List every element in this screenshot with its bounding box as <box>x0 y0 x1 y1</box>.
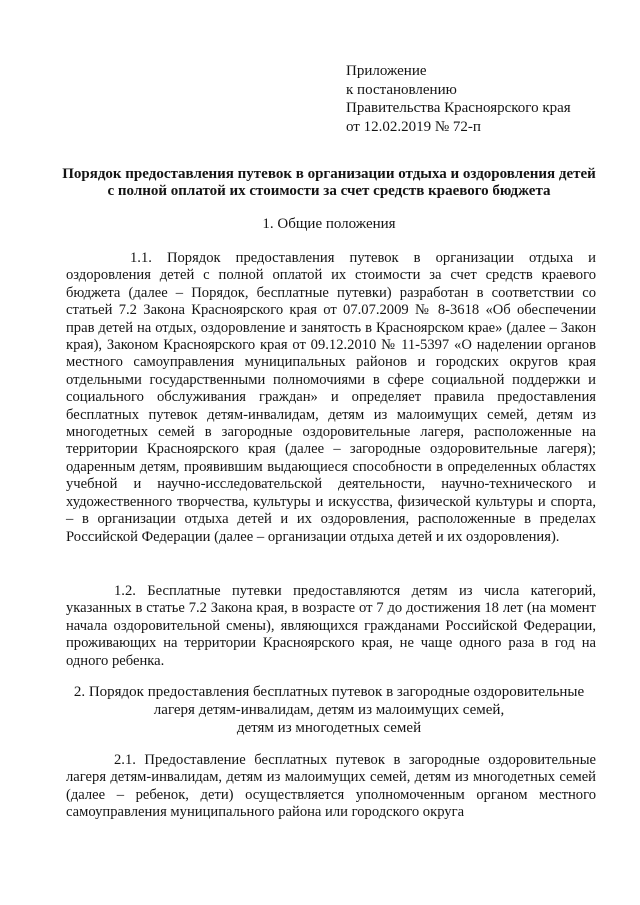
section-2-heading <box>62 683 596 737</box>
paragraph-1-1-text: 1.1. Порядок предоставления путевок в организации отдыха и оздоровления детей с полной оплатой их стоимости за счет средств краевого бюджета (далее – Порядок, бесплатные путевки) разработан в соответствии со статьей 7.2 Закона Красноярского края от 07.07.2009 № 8-3618 «Об обеспечении прав детей на отдых, оздоровление и занятость в Красноярском крае» (далее – Закон края), Законом Красноярского края от 09.12.2010 № 11-5397 «О наделении органов местного самоуправления муниципальных районов и городских округов края отдельными государственными полномочиями в сфере социальной поддержки и социального обслуживания граждан» и определяет правила предоставления бесплатных путевок детям-инвалидам, детям из малоимущих семей, детям из многодетных семей в загородные оздоровительные лагеря, расположенные на территории Красноярского края (далее – загородные оздоровительные лагеря); одаренным детям, проявившим выдающиеся способности в определенных областях учебной и научно-исследовательской деятельности, научно-технического и художественного творчества, культуры и искусства, физической культуры и спорта, – в организации отдыха детей и их оздоровления, расположенные в пределах Российской Федерации (далее – организации отдыха детей и их оздоровления). <box>66 250 596 545</box>
paragraph-1-2 <box>66 583 596 670</box>
document-title: Порядок предоставления путевок в организации отдыха и оздоровления детей с полной оплатой их стоимости за счет средств краевого бюджета <box>62 166 596 199</box>
section-2-heading-line-2: лагеря детям-инвалидам, детям из малоимущих семей, <box>153 702 505 718</box>
annex-line-1: Приложение <box>346 63 427 79</box>
section-2-heading-line-3: детям из многодетных семей <box>236 720 422 736</box>
annex-block <box>346 62 571 136</box>
paragraph-2-1 <box>66 752 596 822</box>
annex-line-3: Правительства Красноярского края <box>346 100 571 116</box>
section-2-heading-line-1: 2. Порядок предоставления бесплатных путевок в загородные оздоровительные <box>73 684 585 700</box>
annex-line-2: к постановлению <box>346 81 457 98</box>
paragraph-2-1-text: 2.1. Предоставление бесплатных путевок в загородные оздоровительные лагеря детям-инвалидам, детям из малоимущих семей, детям из многодетных семей (далее – ребенок, дети) осуществляется уполномоченным органом местного самоуправления муниципального района или городского округа <box>66 752 596 821</box>
annex-line-4: от 12.02.2019 № 72-п <box>346 118 481 135</box>
section-1-heading: 1. Общие положения <box>262 216 396 232</box>
paragraph-1-1 <box>66 250 596 546</box>
paragraph-1-2-text: 1.2. Бесплатные путевки предоставляются детям из числа категорий, указанных в статье 7.2 Закона края, в возрасте от 7 до достижения 18 лет (на момент начала оздоровительной смены), являющихся гражданами Российской Федерации, проживающих на территории Красноярского края, не чаще одного раза в год на одного ребенка. <box>66 583 596 669</box>
